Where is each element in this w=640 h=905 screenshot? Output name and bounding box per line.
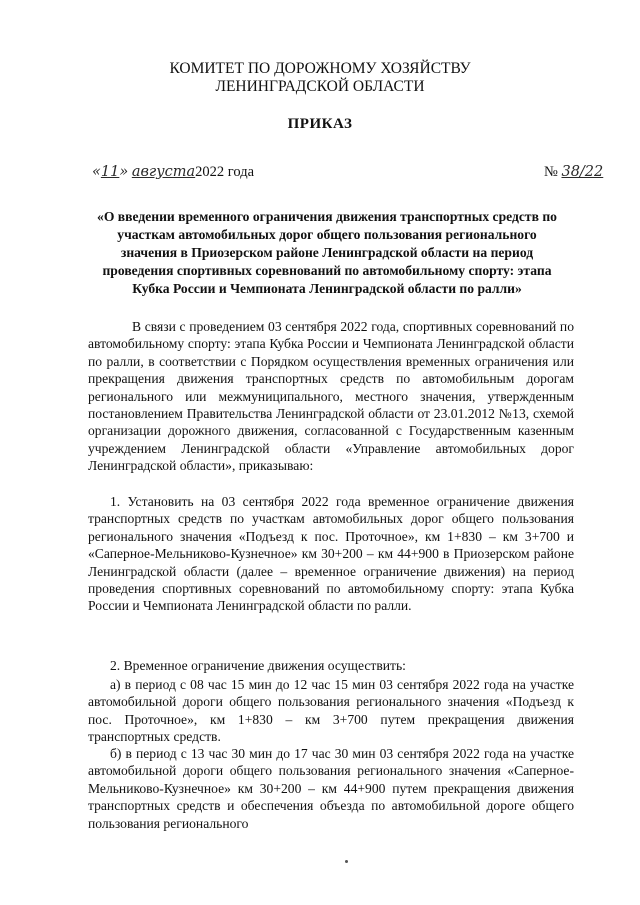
number-prefix: № xyxy=(544,164,558,180)
document-type: ПРИКАЗ xyxy=(287,116,353,132)
organization-header xyxy=(0,60,640,96)
item-2-paragraph: 2. Временное ограничение движения осуществить: xyxy=(110,658,406,673)
date-close-quote: » xyxy=(119,164,129,180)
item-1-paragraph: 1. Установить на 03 сентября 2022 года временное ограничение движения транспортных средств по участкам автомобильных дорог общего пользования регионального значения «Подъезд к пос. Проточное», км 1+830 – км 3+700 и «Саперное-Мельниково-Кузнечное» км 30+200 – км 44+900 в Приозерском районе Ленинградской области (далее – временное ограничение движения) на период проведения спортивных соревнований по автомобильному спорту: этапа Кубка России и Чемпионата Ленинградской области по ралли. xyxy=(88,494,574,614)
date-year: 2022 года xyxy=(195,164,255,180)
scan-dot xyxy=(345,860,348,863)
org-name-line2: ЛЕНИНГРАДСКОЙ ОБЛАСТИ xyxy=(215,78,425,95)
item-2a-paragraph: а) в период с 08 час 15 мин до 12 час 15 мин 03 сентября 2022 года на участке автомобильной дороги общего пользования регионального значения «Подъезд к пос. Проточное», км 1+830 – км 3+700 путем прекращения движения транспортных средств. xyxy=(88,677,574,745)
item-2b-paragraph: б) в период с 13 час 30 мин до 17 час 30 мин 03 сентября 2022 года на участке автомобильной дороги общего пользования регионального значения «Саперное-Мельниково-Кузнечное» км 30+200 – км 44+900 путем прекращения движения транспортных средств и обеспечения объезда по автомобильной дороге общего пользования регионального xyxy=(88,746,574,831)
date-month-handwritten: августа xyxy=(131,164,196,180)
order-number xyxy=(544,164,603,181)
number-value-handwritten: 38/22 xyxy=(561,164,604,180)
org-name-line1: КОМИТЕТ ПО ДОРОЖНОМУ ХОЗЯЙСТВУ xyxy=(169,60,471,77)
date-open-quote: « xyxy=(92,164,101,180)
intro-paragraph: В связи с проведением 03 сентября 2022 года, спортивных соревнований по автомобильному спорту: этапа Кубка России и Чемпионата Ленинградской области по ралли, в соответствии с Порядком осуществления временных ограничения или прекращения движения транспортных средств по автомобильным дорогам регионального или межмуниципального, местного значения, утвержденным постановлением Правительства Ленинградской области от 23.01.2012 №13, схемой организации дорожного движения, согласованной с Государственным казенным учреждением Ленинградской области «Управление автомобильных дорог Ленинградской области», приказываю: xyxy=(88,319,574,474)
date-day-handwritten: 11 xyxy=(100,164,120,180)
order-subject: «О введении временного ограничения движения транспортных средств по участкам автомобильных дорог общего пользования регионального значения в Приозерском районе Ленинградской области на период проведения спортивных соревнований по автомобильному спорту: этапа Кубка России и Чемпионата Ленинградской области по ралли» xyxy=(97,209,557,296)
order-date xyxy=(92,164,254,181)
